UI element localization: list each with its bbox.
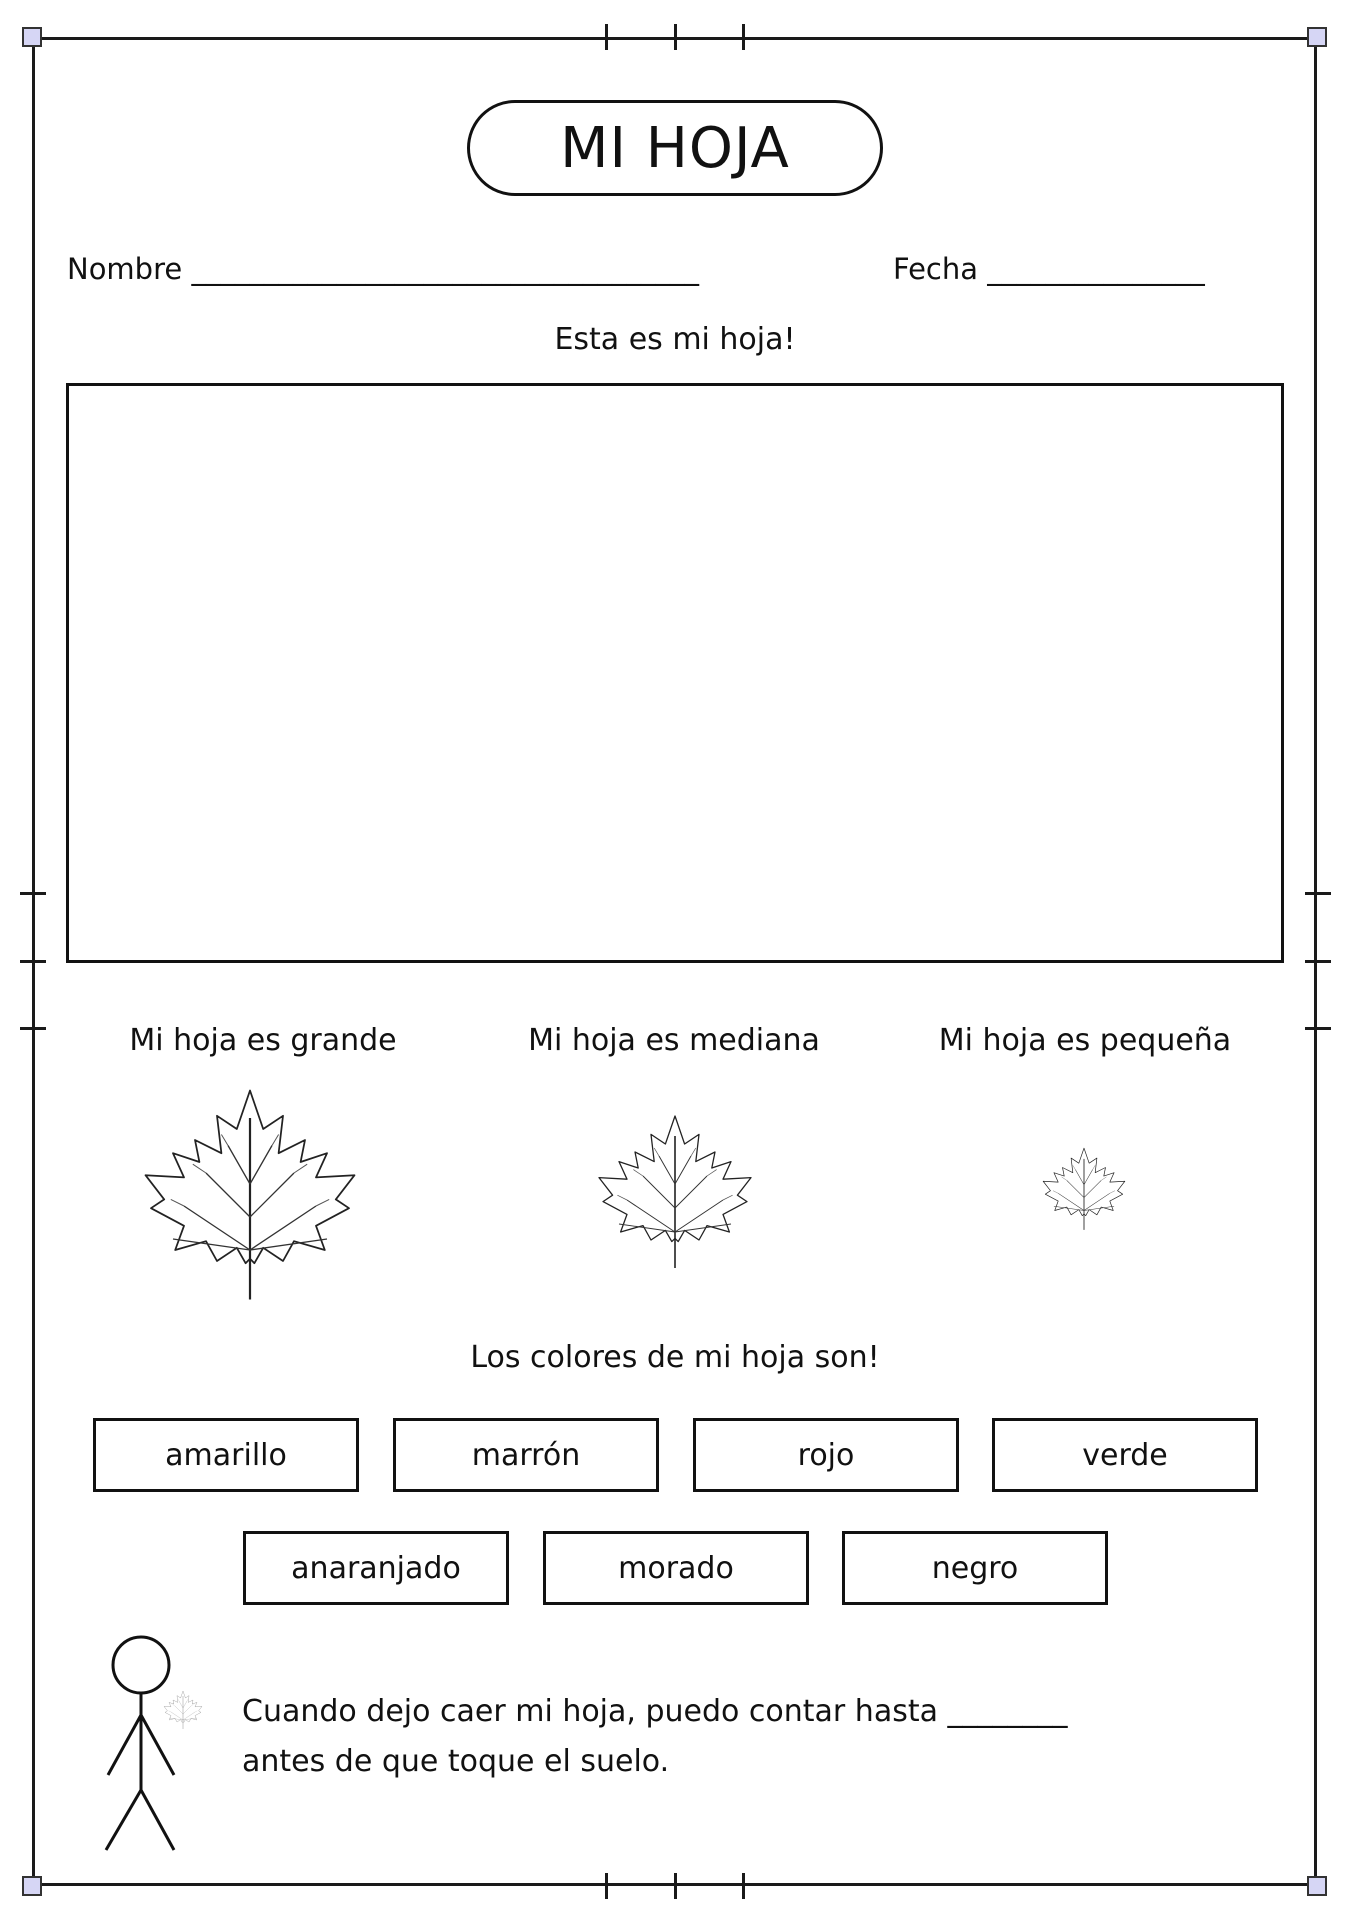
date-label: Fecha: [893, 252, 979, 286]
maple-leaf-icon-medium: [590, 1112, 760, 1272]
maple-leaf-icon-large: [130, 1085, 370, 1305]
count-sentence-line1: Cuando dejo caer mi hoja, puedo contar hasta ________: [242, 1694, 1068, 1729]
name-field[interactable]: [67, 252, 699, 286]
color-option-morado[interactable]: morado: [543, 1531, 809, 1605]
size-label-small: Mi hoja es pequeña: [938, 1023, 1232, 1058]
drawing-prompt: Esta es mi hoja!: [554, 322, 796, 357]
falling-leaf-icon: [162, 1690, 204, 1730]
color-option-rojo[interactable]: rojo: [693, 1418, 959, 1492]
date-field[interactable]: [893, 252, 1205, 286]
size-label-large: Mi hoja es grande: [129, 1023, 397, 1058]
corner-marker-top-left: [22, 27, 42, 47]
tick-mark: [20, 1027, 46, 1030]
page-title: [467, 100, 883, 196]
date-blank[interactable]: _______________: [987, 252, 1205, 286]
count-sentence-line2: antes de que toque el suelo.: [242, 1744, 670, 1779]
color-option-amarillo[interactable]: amarillo: [93, 1418, 359, 1492]
corner-marker-top-right: [1307, 27, 1327, 47]
drawing-area[interactable]: [66, 383, 1284, 963]
color-option-negro[interactable]: negro: [842, 1531, 1108, 1605]
tick-mark: [20, 892, 46, 895]
tick-mark: [1305, 1027, 1331, 1030]
maple-leaf-icon-small: [1038, 1146, 1130, 1232]
tick-mark: [674, 1873, 677, 1899]
tick-mark: [742, 1873, 745, 1899]
color-option-verde[interactable]: verde: [992, 1418, 1258, 1492]
name-blank[interactable]: ___________________________________: [191, 252, 699, 286]
tick-mark: [1305, 960, 1331, 963]
corner-marker-bottom-right: [1307, 1876, 1327, 1896]
size-label-medium: Mi hoja es mediana: [528, 1023, 820, 1058]
corner-marker-bottom-left: [22, 1876, 42, 1896]
tick-mark: [1305, 892, 1331, 895]
name-label: Nombre: [67, 252, 183, 286]
color-option-marron[interactable]: marrón: [393, 1418, 659, 1492]
tick-mark: [605, 1873, 608, 1899]
tick-mark: [605, 24, 608, 50]
tick-mark: [674, 24, 677, 50]
tick-mark: [742, 24, 745, 50]
page-title-text: MI HOJA: [560, 115, 790, 181]
colors-prompt: Los colores de mi hoja son!: [470, 1340, 880, 1375]
stick-figure-icon: [100, 1635, 210, 1855]
color-option-anaranjado[interactable]: anaranjado: [243, 1531, 509, 1605]
tick-mark: [20, 960, 46, 963]
